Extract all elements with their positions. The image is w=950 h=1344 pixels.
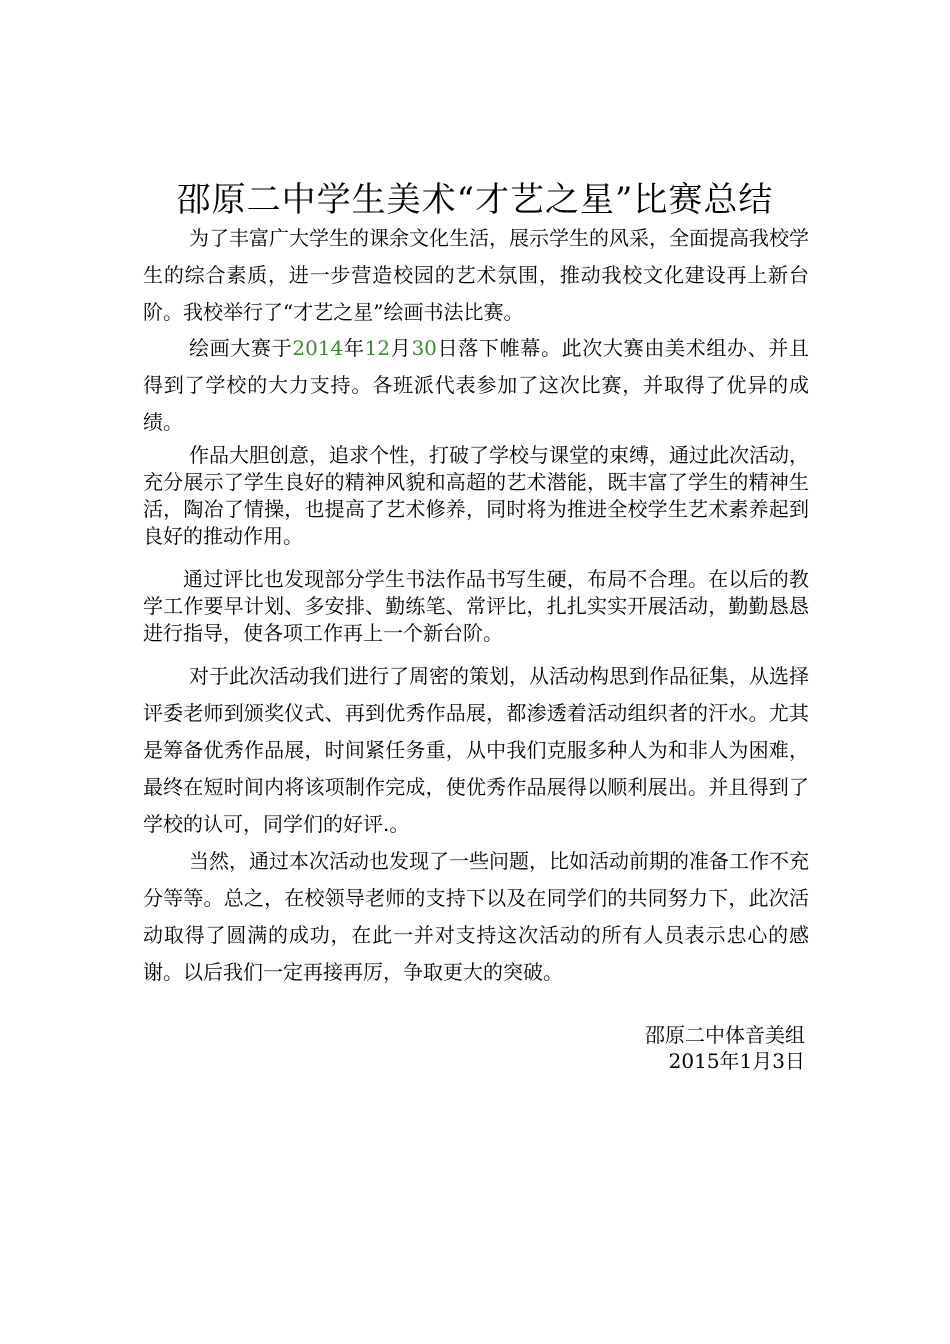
document-title: 邵原二中学生美术“才艺之星”比赛总结 <box>176 180 774 220</box>
contest-date-suffix: 日落下帷幕。此次大赛由美术组办、并且得到了学校的大力支持。各班派代表参加了这次比赛，并取得了优异的成绩。 <box>143 336 810 434</box>
paragraph-planning: 对于此次活动我们进行了周密的策划，从活动构思到作品征集，从选择评委老师到颁奖仪式、再到优秀作品展，都渗透着活动组织者的汗水。尤其是筹备优秀作品展，时间紧任务重，从中我们克服多种人为和非人为困难，最终在短时间内将该项制作完成，使优秀作品展得以顺利展出。并且得到了学校的认可，同学们的好评.。 <box>143 664 809 836</box>
contest-month: 12 <box>364 336 391 360</box>
paragraph-works: 作品大胆创意，追求个性，打破了学校与课堂的束缚，通过此次活动，充分展示了学生良好的精神风貌和高超的艺术潜能，既丰富了学生的精神生活，陶冶了情操，也提高了艺术修养，同时将为推进全校学生艺术素养起到良好的推动作用。 <box>143 443 809 548</box>
contest-day: 30 <box>411 336 437 360</box>
contest-date-prefix: 绘画大赛于 <box>189 336 293 360</box>
paragraph-intro: 为了丰富广大学生的课余文化生活，展示学生的风采，全面提高我校学生的综合素质，进一步营造校园的艺术氛围，推动我校文化建设再上新台阶。我校举行了“才艺之星”绘画书法比赛。 <box>143 226 809 324</box>
contest-month-unit: 月 <box>390 336 412 360</box>
contest-year: 2014 <box>292 336 344 360</box>
paragraph-contest-date <box>143 330 809 441</box>
paragraph-findings: 通过评比也发现部分学生书法作品书写生硬，布局不合理。在以后的教学工作要早计划、多安排、勤练笔、常评比，扎扎实实开展活动，勤勤恳恳进行指导，使各项工作再上一个新台阶。 <box>143 567 809 645</box>
signature-block <box>645 1022 805 1074</box>
paragraph-conclusion: 当然，通过本次活动也发现了一些问题，比如活动前期的准备工作不充分等等。总之，在校领导老师的支持下以及在同学们的共同努力下，此次活动取得了圆满的成功，在此一并对支持这次活动的所有人员表示忠心的感谢。以后我们一定再接再厉，争取更大的突破。 <box>143 849 809 984</box>
signature-organization: 邵原二中体音美组 <box>645 1023 805 1047</box>
contest-year-unit: 年 <box>343 336 365 360</box>
signature-date: 2015年1月3日 <box>668 1049 805 1073</box>
